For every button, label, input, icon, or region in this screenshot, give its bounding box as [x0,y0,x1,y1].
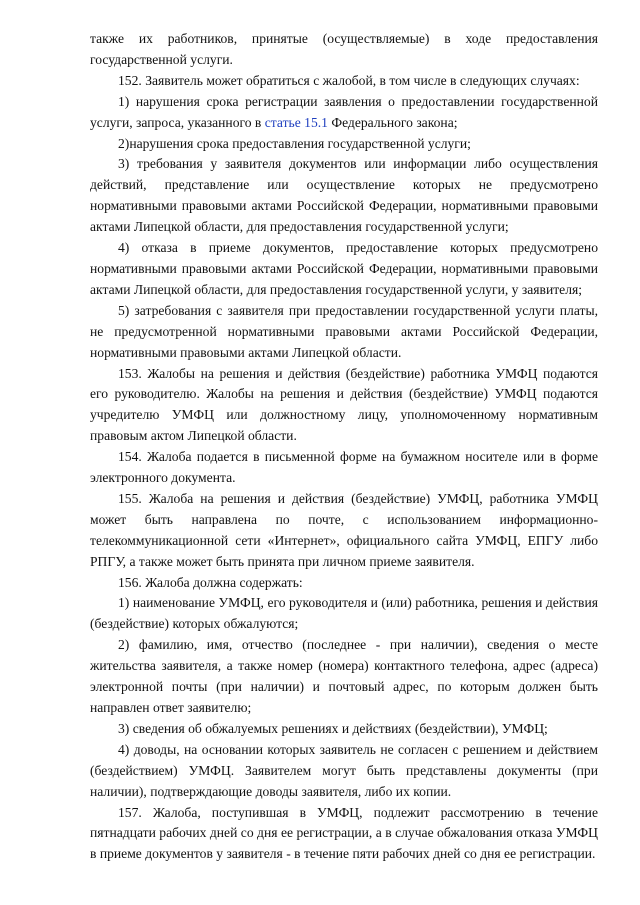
paragraph-156-item-3: 3) сведения об обжалуемых решениях и действиях (бездействии), УМФЦ; [118,720,548,736]
paragraph-152-item-1 [90,92,598,134]
article-15-1-link[interactable]: статье 15.1 [264,114,328,130]
item-1-text: 1) нарушения срока регистрации заявления о предоставлении государственной услуги, запроса, указанного в [90,93,598,130]
item-1-text-after: Федерального закона; [327,114,458,130]
paragraph-152-item-5: 5) затребования с заявителя при предоставлении государственной услуги платы, не предусмотренной нормативными правовыми актами Российской Федерации, нормативными правовыми актами Липецкой области. [90,302,598,360]
paragraph-156: 156. Жалоба должна содержать: [118,574,303,590]
paragraph-continuation: также их работников, принятые (осуществляемые) в ходе предоставления государственной услуги. [90,31,598,67]
paragraph-154: 154. Жалоба подается в письменной форме на бумажном носителе или в форме электронного документа. [90,449,598,486]
paragraph-157: 157. Жалоба, поступившая в УМФЦ, подлежит рассмотрению в течение пятнадцати рабочих дней со дня ее регистрации, а в случае обжалования отказа УМФЦ в приеме документов у заявителя - в течение пяти рабочих дней со дня ее регистрации. [90,804,598,862]
paragraph-152-item-4: 4) отказа в приеме документов, предоставление которых предусмотрено нормативными правовыми актами Российской Федерации, нормативными правовыми актами Липецкой области, для предоставления государственной услуги, у заявителя; [90,240,598,297]
paragraph-153: 153. Жалобы на решения и действия (бездействие) работника УМФЦ подаются его руководителю. Жалобы на решения и действия (бездействие) УМФЦ подаются учредителю УМФЦ или должностному лицу, уполномоченному нормативным правовым актом Липецкой области. [90,365,598,444]
paragraph-152: 152. Заявитель может обратиться с жалобой, в том числе в следующих случаях: [118,72,580,88]
paragraph-156-item-2: 2) фамилию, имя, отчество (последнее - при наличии), сведения о месте жительства заявителя, а также номер (номера) контактного телефона, адрес (адреса) электронной почты (при наличии) и почтовый адрес, по которым должен быть направлен ответ заявителю; [90,637,598,715]
paragraph-152-item-2: 2)нарушения срока предоставления государственной услуги; [118,135,471,151]
paragraph-152-item-3: 3) требования у заявителя документов или информации либо осуществления действий, представление или осуществление которых не предусмотрено нормативными правовыми актами Российской Федерации, нормативными правовыми актами Липецкой области, для предоставления государственной услуги; [90,156,598,235]
paragraph-155: 155. Жалоба на решения и действия (бездействие) УМФЦ, работника УМФЦ может быть направлена по почте, с использованием информационно-телекоммуникационной сети «Интернет», официального сайта УМФЦ, ЕПГУ либо РПГУ, а также может быть принята при личном приеме заявителя. [90,490,598,569]
paragraph-156-item-4: 4) доводы, на основании которых заявитель не согласен с решением и действием (бездействием) УМФЦ. Заявителем могут быть представлены документы (при наличии), подтверждающие доводы заявителя, либо их копии. [90,741,598,799]
paragraph-156-item-1: 1) наименование УМФЦ, его руководителя и (или) работника, решения и действия (бездействие) которых обжалуются; [90,595,598,632]
